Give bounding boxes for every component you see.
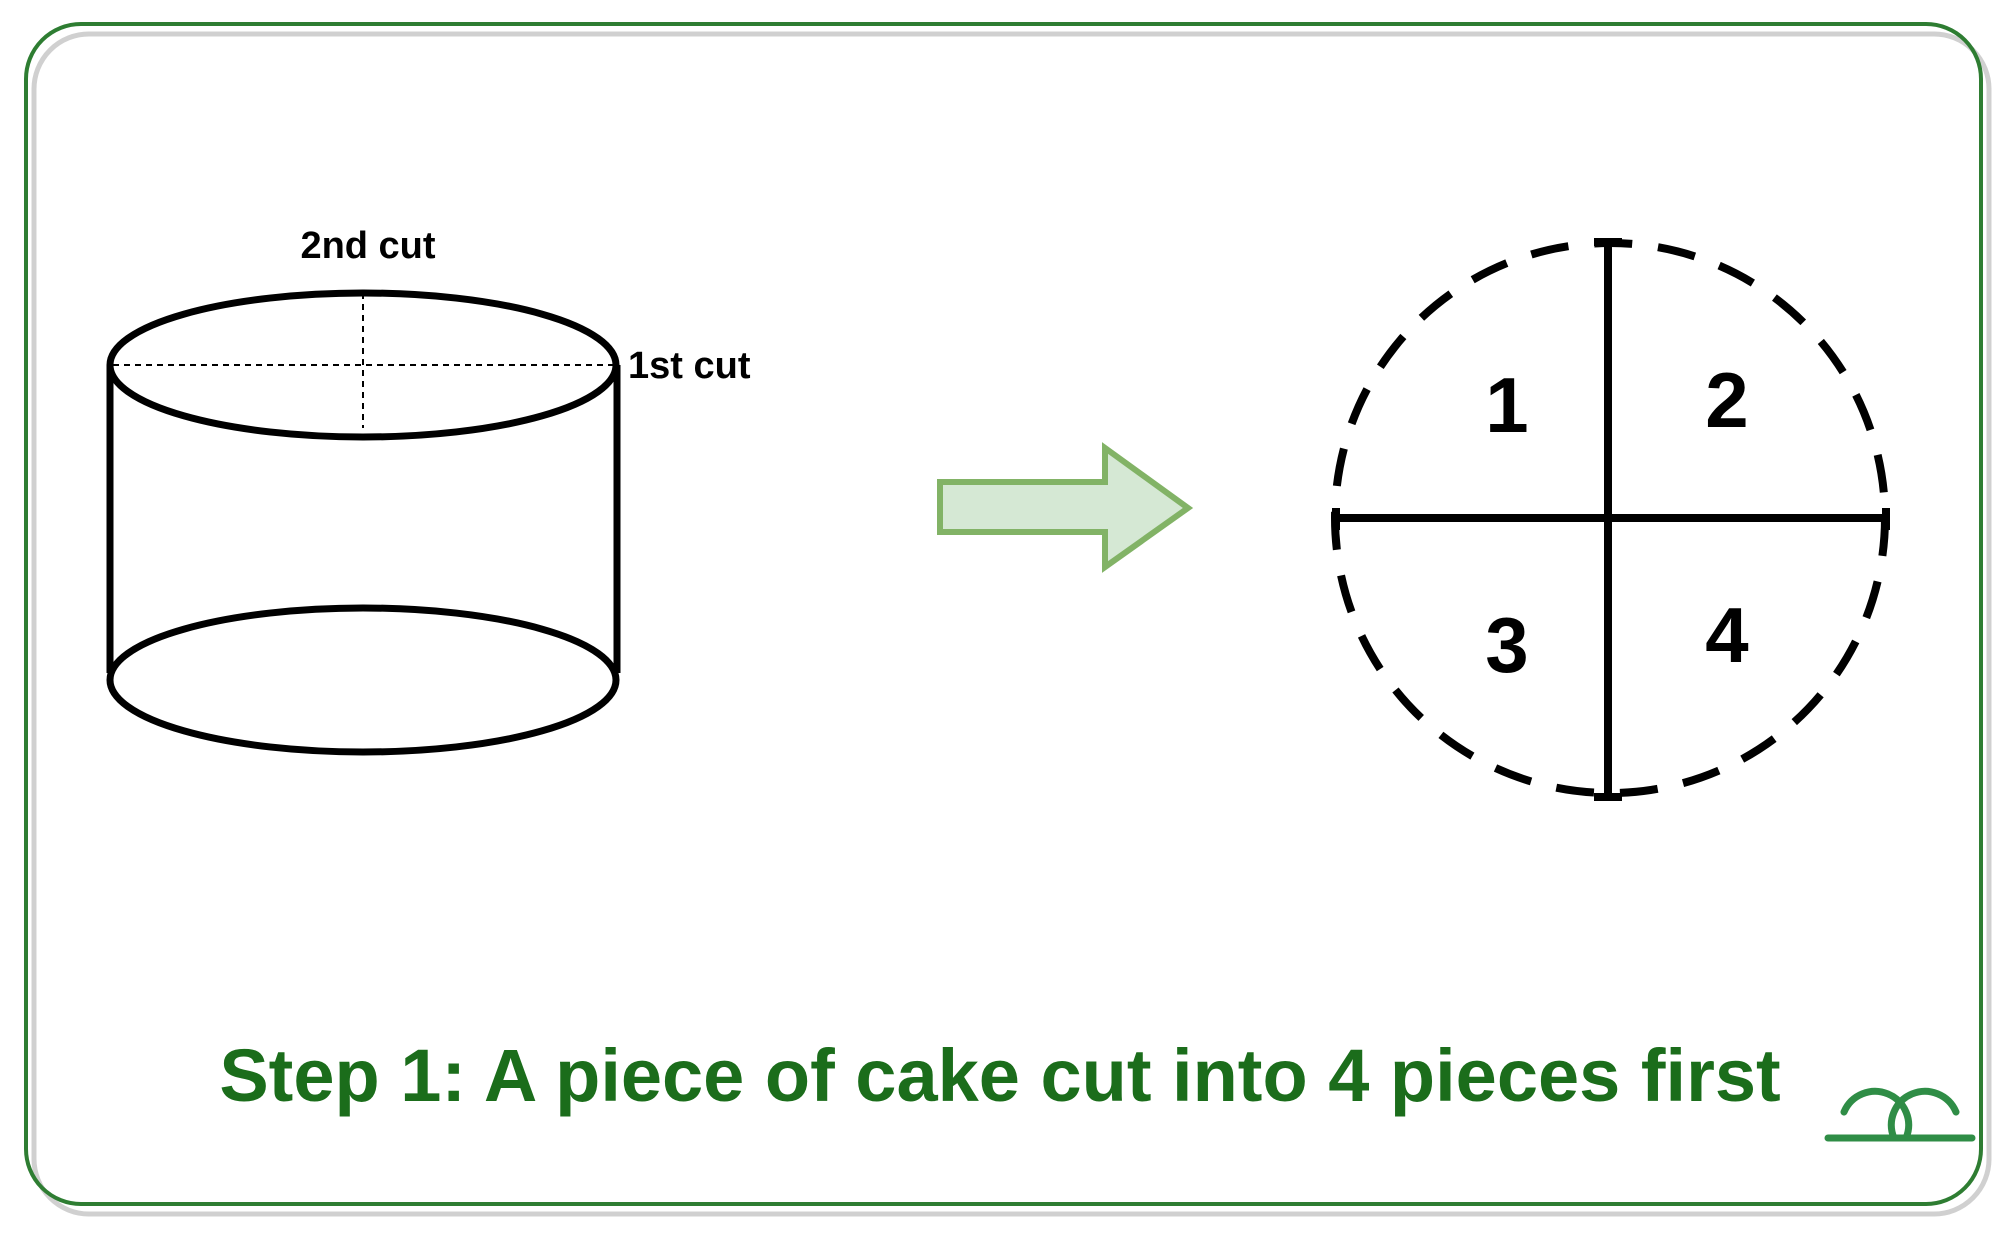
step-caption: Step 1: A piece of cake cut into 4 pieces first: [219, 1034, 1781, 1117]
piece-label-2: 2: [1705, 356, 1749, 444]
right-arrow: [940, 448, 1188, 567]
piece-label-1: 1: [1485, 361, 1529, 449]
piece-label-3: 3: [1485, 601, 1529, 689]
cake-cylinder: [110, 225, 751, 752]
second-cut-label: 2nd cut: [300, 225, 436, 267]
piece-label-4: 4: [1705, 591, 1749, 679]
cylinder-bottom-ellipse: [110, 608, 616, 752]
cut-cake-top-view: [1335, 242, 1886, 797]
gfg-logo-icon: [1828, 1091, 1972, 1138]
first-cut-label: 1st cut: [628, 345, 751, 387]
